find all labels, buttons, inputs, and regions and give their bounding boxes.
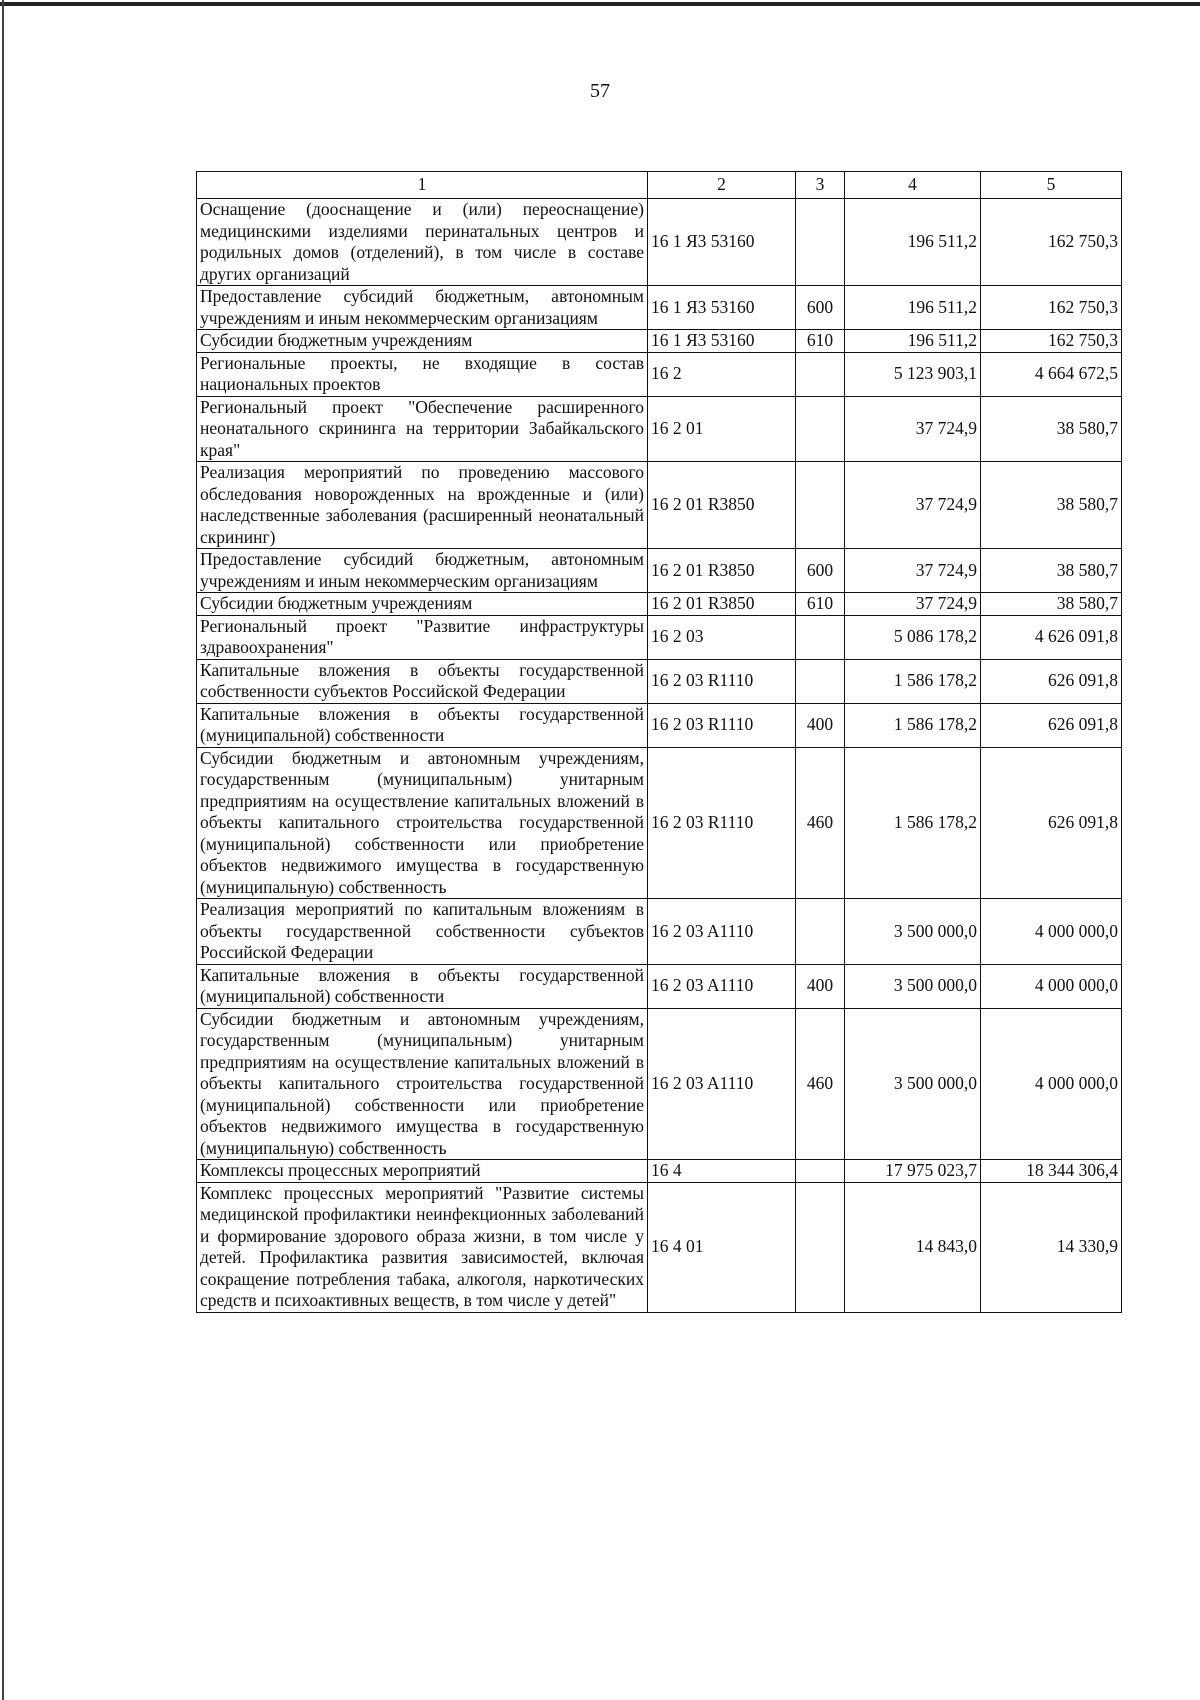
row-value-col5-cell: 4 000 000,0 — [981, 899, 1122, 965]
header-col-1: 1 — [197, 172, 648, 199]
row-value-col4-cell: 3 500 000,0 — [845, 899, 981, 965]
row-value-col5-cell: 4 664 672,5 — [981, 352, 1122, 396]
table-row — [197, 199, 1122, 286]
row-value-col5-cell: 38 580,7 — [981, 549, 1122, 593]
row-value-col4-cell: 196 511,2 — [845, 286, 981, 330]
table-row — [197, 1182, 1122, 1312]
table-row — [197, 615, 1122, 659]
row-type-cell: 600 — [796, 549, 845, 593]
row-code-cell: 16 1 Я3 53160 — [648, 199, 796, 286]
row-name-cell: Предоставление субсидий бюджетным, автономным учреждениям и иным некоммерческим организациям — [197, 549, 648, 593]
table-row — [197, 330, 1122, 353]
row-value-col4-cell: 3 500 000,0 — [845, 1008, 981, 1160]
table-row — [197, 1008, 1122, 1160]
row-type-cell: 460 — [796, 747, 845, 899]
table-row — [197, 593, 1122, 616]
row-value-col5-cell: 4 000 000,0 — [981, 1008, 1122, 1160]
row-value-col4-cell: 37 724,9 — [845, 593, 981, 616]
row-value-col5-cell: 162 750,3 — [981, 330, 1122, 353]
row-code-cell: 16 2 03 R1110 — [648, 747, 796, 899]
row-value-col4-cell: 196 511,2 — [845, 199, 981, 286]
top-border-line — [0, 2, 1200, 6]
row-value-col5-cell: 626 091,8 — [981, 703, 1122, 747]
row-value-col5-cell: 38 580,7 — [981, 593, 1122, 616]
row-value-col4-cell: 196 511,2 — [845, 330, 981, 353]
row-value-col5-cell: 162 750,3 — [981, 199, 1122, 286]
row-type-cell: 400 — [796, 703, 845, 747]
row-code-cell: 16 2 — [648, 352, 796, 396]
row-value-col4-cell: 1 586 178,2 — [845, 747, 981, 899]
row-name-cell: Реализация мероприятий по капитальным вложениям в объекты государственной собственности субъектов Российской Федерации — [197, 899, 648, 965]
row-value-col5-cell: 162 750,3 — [981, 286, 1122, 330]
row-code-cell: 16 2 01 R3850 — [648, 593, 796, 616]
row-value-col5-cell: 626 091,8 — [981, 747, 1122, 899]
row-name-cell: Комплексы процессных мероприятий — [197, 1160, 648, 1183]
row-code-cell: 16 2 03 — [648, 615, 796, 659]
row-value-col4-cell: 37 724,9 — [845, 396, 981, 462]
row-value-col5-cell: 18 344 306,4 — [981, 1160, 1122, 1183]
table-row — [197, 352, 1122, 396]
row-code-cell: 16 4 — [648, 1160, 796, 1183]
row-value-col4-cell: 14 843,0 — [845, 1182, 981, 1312]
header-row — [197, 172, 1122, 199]
table-row — [197, 659, 1122, 703]
table-row — [197, 396, 1122, 462]
row-name-cell: Региональный проект "Обеспечение расширенного неонатального скрининга на территории Забайкальского края" — [197, 396, 648, 462]
header-col-4: 4 — [845, 172, 981, 199]
row-value-col4-cell: 3 500 000,0 — [845, 964, 981, 1008]
row-name-cell: Капитальные вложения в объекты государственной собственности субъектов Российской Федерации — [197, 659, 648, 703]
row-code-cell: 16 2 03 A1110 — [648, 964, 796, 1008]
row-value-col5-cell: 38 580,7 — [981, 462, 1122, 549]
row-code-cell: 16 1 Я3 53160 — [648, 330, 796, 353]
row-type-cell: 610 — [796, 330, 845, 353]
row-type-cell: 400 — [796, 964, 845, 1008]
table-row — [197, 703, 1122, 747]
row-value-col4-cell: 1 586 178,2 — [845, 659, 981, 703]
table-row — [197, 286, 1122, 330]
row-type-cell — [796, 1182, 845, 1312]
row-name-cell: Предоставление субсидий бюджетным, автономным учреждениям и иным некоммерческим организациям — [197, 286, 648, 330]
row-name-cell: Региональные проекты, не входящие в состав национальных проектов — [197, 352, 648, 396]
row-type-cell — [796, 899, 845, 965]
row-code-cell: 16 2 03 A1110 — [648, 899, 796, 965]
row-code-cell: 16 2 03 R1110 — [648, 703, 796, 747]
row-name-cell: Реализация мероприятий по проведению массового обследования новорожденных на врожденные и (или) наследственные заболевания (расширенный неонатальный скрининг) — [197, 462, 648, 549]
page-number: 57 — [590, 80, 610, 102]
row-type-cell — [796, 199, 845, 286]
table-row — [197, 1160, 1122, 1183]
row-name-cell: Региональный проект "Развитие инфраструктуры здравоохранения" — [197, 615, 648, 659]
row-value-col4-cell: 37 724,9 — [845, 462, 981, 549]
row-code-cell: 16 2 03 R1110 — [648, 659, 796, 703]
row-type-cell: 610 — [796, 593, 845, 616]
left-border-line — [2, 0, 4, 1700]
row-value-col4-cell: 5 086 178,2 — [845, 615, 981, 659]
row-code-cell: 16 2 01 — [648, 396, 796, 462]
row-name-cell: Оснащение (дооснащение и (или) переоснащение) медицинскими изделиями перинатальных центров и родильных домов (отделений), в том числе в составе других организаций — [197, 199, 648, 286]
row-name-cell: Субсидии бюджетным учреждениям — [197, 330, 648, 353]
row-name-cell: Субсидии бюджетным и автономным учреждениям, государственным (муниципальным) унитарным предприятиям на осуществление капитальных вложений в объекты капитального строительства государственной (муниципальной) собственности или приобретение объектов недвижимого имущества в государственную (муниципальную) собственность — [197, 1008, 648, 1160]
row-value-col4-cell: 17 975 023,7 — [845, 1160, 981, 1183]
row-code-cell: 16 2 03 A1110 — [648, 1008, 796, 1160]
row-value-col5-cell: 4 000 000,0 — [981, 964, 1122, 1008]
table-row — [197, 747, 1122, 899]
row-type-cell — [796, 659, 845, 703]
header-col-3: 3 — [796, 172, 845, 199]
row-name-cell: Капитальные вложения в объекты государственной (муниципальной) собственности — [197, 703, 648, 747]
row-code-cell: 16 2 01 R3850 — [648, 462, 796, 549]
row-value-col4-cell: 5 123 903,1 — [845, 352, 981, 396]
table-row — [197, 462, 1122, 549]
row-value-col5-cell: 4 626 091,8 — [981, 615, 1122, 659]
table-row — [197, 549, 1122, 593]
row-name-cell: Комплекс процессных мероприятий "Развитие системы медицинской профилактики неинфекционных заболеваний и формирование здорового образа жизни, в том числе у детей. Профилактика развития зависимостей, включая сокращение потребления табака, алкоголя, наркотических средств и психоактивных веществ, в том числе у детей" — [197, 1182, 648, 1312]
header-col-5: 5 — [981, 172, 1122, 199]
row-type-cell — [796, 1160, 845, 1183]
row-value-col5-cell: 38 580,7 — [981, 396, 1122, 462]
row-name-cell: Капитальные вложения в объекты государственной (муниципальной) собственности — [197, 964, 648, 1008]
row-code-cell: 16 2 01 R3850 — [648, 549, 796, 593]
row-code-cell: 16 4 01 — [648, 1182, 796, 1312]
table-row — [197, 964, 1122, 1008]
row-value-col4-cell: 1 586 178,2 — [845, 703, 981, 747]
row-name-cell: Субсидии бюджетным учреждениям — [197, 593, 648, 616]
row-type-cell — [796, 396, 845, 462]
budget-table — [196, 171, 1122, 1313]
row-value-col5-cell: 14 330,9 — [981, 1182, 1122, 1312]
row-name-cell: Субсидии бюджетным и автономным учреждениям, государственным (муниципальным) унитарным предприятиям на осуществление капитальных вложений в объекты капитального строительства государственной (муниципальной) собственности или приобретение объектов недвижимого имущества в государственную (муниципальную) собственность — [197, 747, 648, 899]
table-row — [197, 899, 1122, 965]
header-col-2: 2 — [648, 172, 796, 199]
row-type-cell — [796, 462, 845, 549]
row-type-cell: 600 — [796, 286, 845, 330]
row-value-col5-cell: 626 091,8 — [981, 659, 1122, 703]
row-type-cell: 460 — [796, 1008, 845, 1160]
row-type-cell — [796, 352, 845, 396]
row-code-cell: 16 1 Я3 53160 — [648, 286, 796, 330]
row-value-col4-cell: 37 724,9 — [845, 549, 981, 593]
row-type-cell — [796, 615, 845, 659]
